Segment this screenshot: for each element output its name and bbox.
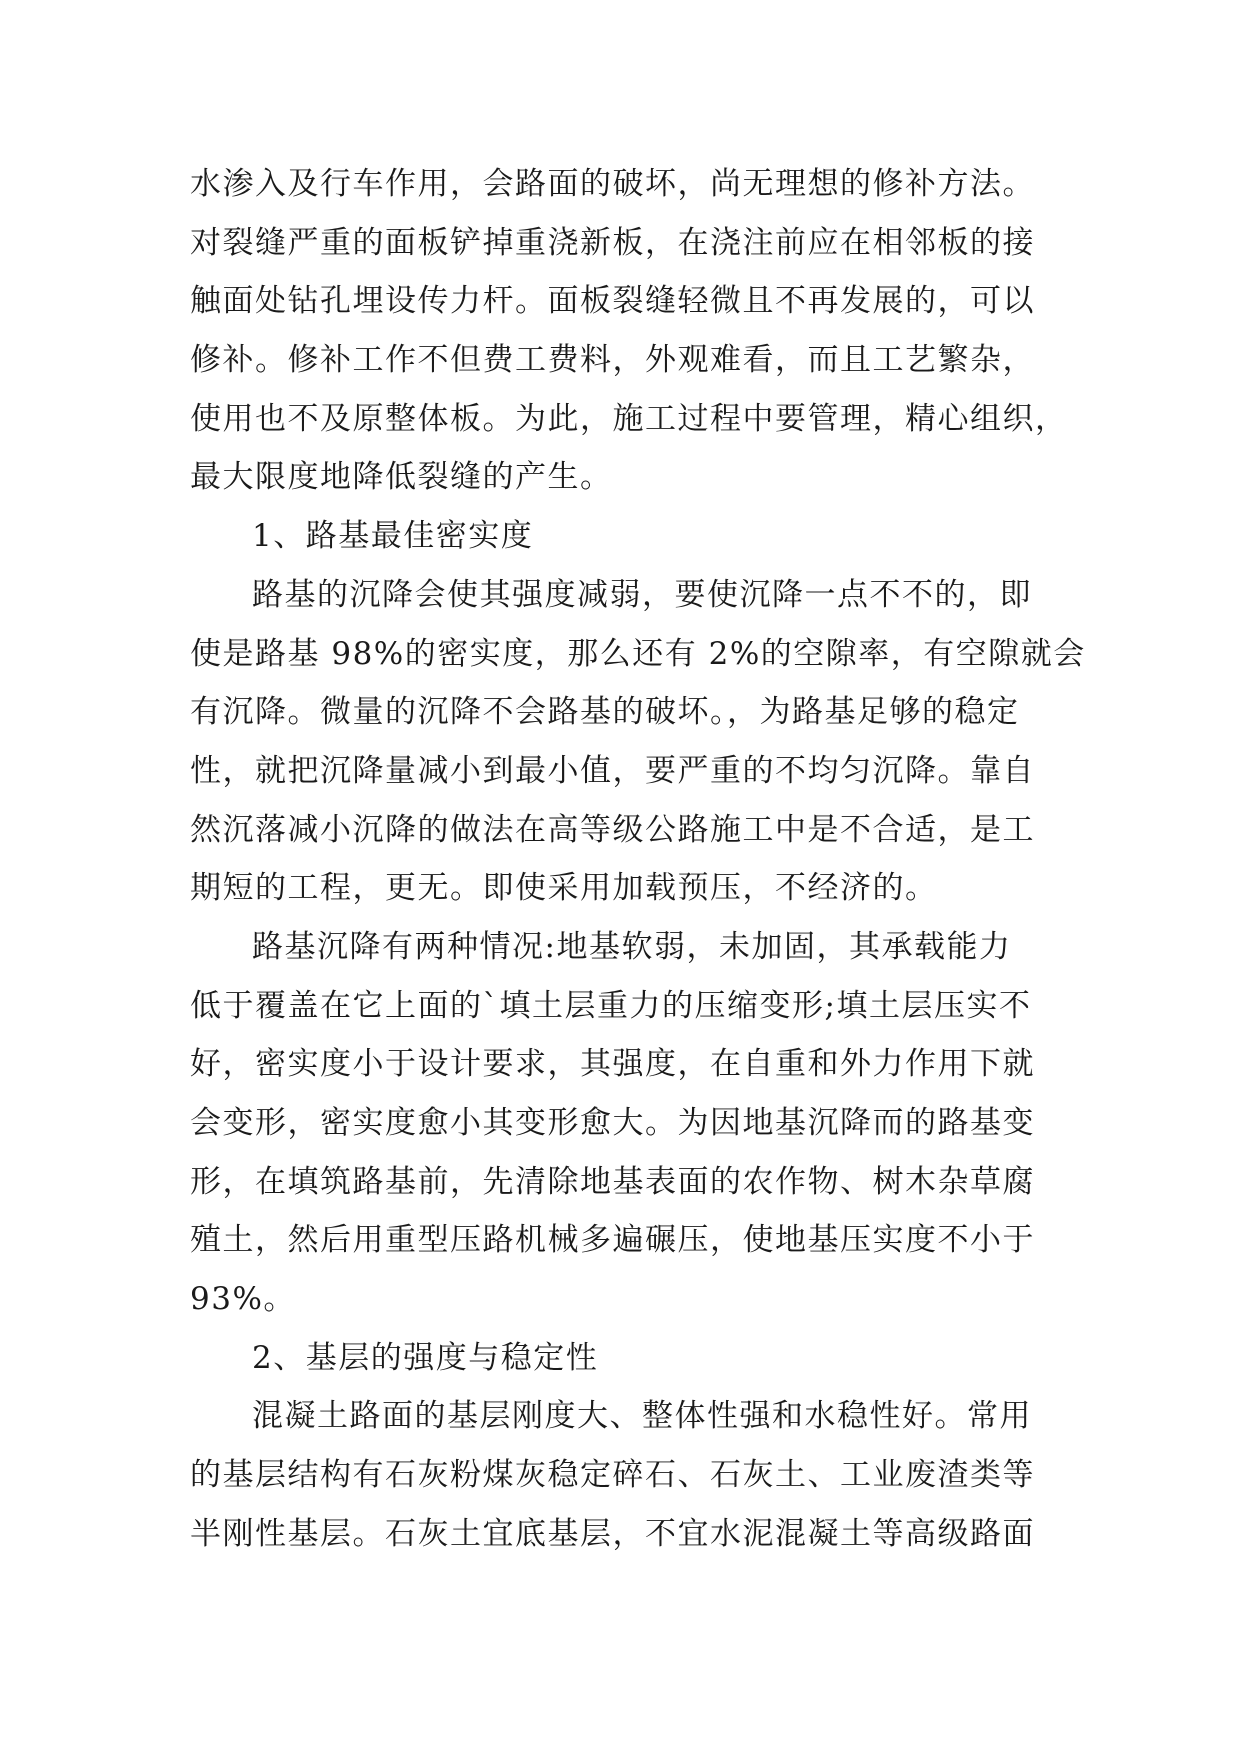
text-line: 水渗入及行车作用，会路面的破坏，尚无理想的修补方法。 — [190, 166, 1035, 202]
text-line: 有沉降。微量的沉降不会路基的破坏。，为路基足够的稳定 — [190, 694, 1020, 731]
paragraph-first-line: 路基沉降有两种情况:地基软弱，未加固，其承载能力 — [252, 928, 1012, 965]
text-line: 最大限度地降低裂缝的产生。 — [190, 459, 613, 496]
document-body — [190, 155, 1086, 1564]
paragraph-first-line: 1、路基最佳密实度 — [252, 518, 534, 555]
text-line: 然沉落减小沉降的做法在高等级公路施工中是不合适，是工 — [190, 811, 1035, 848]
paragraph-first-line: 混凝土路面的基层刚度大、整体性强和水稳性好。常用 — [252, 1398, 1032, 1435]
text-line: 低于覆盖在它上面的`填土层重力的压缩变形;填土层压实不 — [190, 987, 1032, 1024]
text-line: 期短的工程，更无。即使采用加载预压，不经济的。 — [190, 870, 938, 907]
text-line: 触面处钻孔埋设传力杆。面板裂缝轻微且不再发展的，可以 — [190, 283, 1035, 320]
text-line: 形，在填筑路基前，先清除地基表面的农作物、树木杂草腐 — [190, 1163, 1035, 1200]
text-line: 修补。修补工作不但费工费料，外观难看，而且工艺繁杂， — [190, 342, 1035, 379]
text-line: 的基层结构有石灰粉煤灰稳定碎石、石灰土、工业废渣类等 — [190, 1457, 1035, 1494]
text-line: 对裂缝严重的面板铲掉重浇新板，在浇注前应在相邻板的接 — [190, 224, 1035, 261]
paragraph-first-line: 2、基层的强度与稳定性 — [252, 1339, 599, 1376]
text-line: 使用也不及原整体板。为此，施工过程中要管理，精心组织， — [190, 400, 1068, 437]
paragraph-first-line: 路基的沉降会使其强度减弱，要使沉降一点不不的，即 — [252, 576, 1032, 613]
text-line: 好，密实度小于设计要求，其强度，在自重和外力作用下就 — [190, 1046, 1035, 1083]
text-line: 会变形，密实度愈小其变形愈大。为因地基沉降而的路基变 — [190, 1105, 1035, 1141]
text-line: 殖土，然后用重型压路机械多遍碾压，使地基压实度不小于 — [190, 1222, 1035, 1259]
text-line: 93%。 — [190, 1281, 296, 1318]
text-line: 使是路基 98%的密实度，那么还有 2%的空隙率，有空隙就会 — [190, 635, 1086, 672]
text-line: 半刚性基层。石灰土宜底基层，不宜水泥混凝土等高级路面 — [190, 1515, 1035, 1552]
text-line: 性，就把沉降量减小到最小值，要严重的不均匀沉降。靠自 — [190, 752, 1035, 789]
